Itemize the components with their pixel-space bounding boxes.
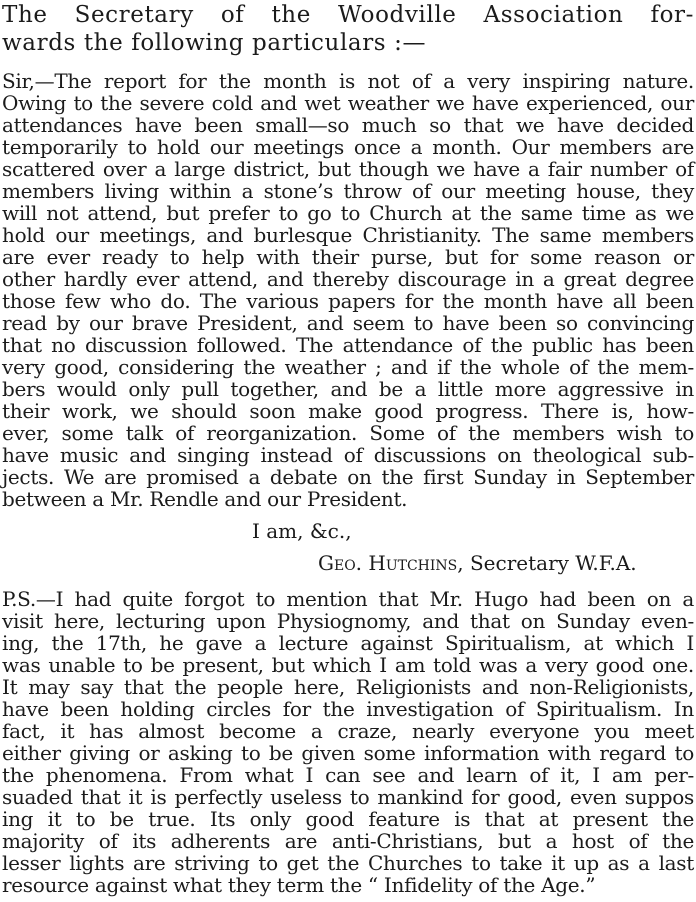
letter-line: between a Mr. Rendle and our President.	[2, 487, 408, 511]
letter-line: Sir,—The report for the month is not of a very inspiring nature.	[2, 69, 694, 93]
postscript-line: the phenomena. From what I can see and learn of it, I am per-	[2, 763, 694, 787]
postscript-line: either giving or asking to be given some information with regard to	[2, 741, 694, 765]
signature	[318, 552, 637, 574]
letter-line: scattered over a large district, but though we have a fair number of	[2, 157, 694, 181]
signature-name: Geo. Hutchins	[318, 551, 458, 575]
letter-line: Owing to the severe cold and wet weather we have experienced, our	[2, 91, 694, 115]
signature-title: , Secretary W.F.A.	[457, 551, 637, 575]
postscript-line: fact, it has almost become a craze, nearly everyone you meet	[2, 719, 694, 743]
letter-line: ever, some talk of reorganization. Some of the members wish to	[2, 421, 694, 445]
letter-line: that no discussion followed. The attendance of the public has been	[2, 333, 694, 357]
postscript-line: was unable to be present, but which I am told was a very good one.	[2, 653, 694, 677]
letter-line: members living within a stone’s throw of our meeting house, they	[2, 179, 694, 203]
heading-line: The Secretary of the Woodville Association for-	[2, 2, 694, 28]
letter-line: read by our brave President, and seem to have been so convincing	[2, 311, 694, 335]
postscript-line: ing it to be true. Its only good feature is that at present the	[2, 807, 694, 831]
postscript-line: ing, the 17th, he gave a lecture against Spiritualism, at which I	[2, 631, 694, 655]
postscript-line: resource against what they term the “ Infidelity of the Age.”	[2, 873, 596, 897]
postscript-line: visit here, lecturing upon Physiognomy, and that on Sunday even-	[2, 609, 694, 633]
postscript-line: have been holding circles for the investigation of Spiritualism. In	[2, 697, 694, 721]
postscript-line: P.S.—I had quite forgot to mention that Mr. Hugo had been on a	[2, 587, 694, 611]
letter-line: their work, we should soon make good progress. There is, how-	[2, 399, 694, 423]
letter-line: very good, considering the weather ; and if the whole of the mem-	[2, 355, 694, 379]
letter-line: those few who do. The various papers for the month have all been	[2, 289, 694, 313]
salutation: I am, &c.,	[252, 519, 352, 543]
postscript-line: lesser lights are striving to get the Churches to take it up as a last	[2, 851, 694, 875]
heading-line: wards the following particulars :—	[2, 30, 427, 56]
letter-line: are ever ready to help with their purse, but for some reason or	[2, 245, 694, 269]
letter-line: jects. We are promised a debate on the first Sunday in September	[2, 465, 694, 489]
letter-line: bers would only pull together, and be a little more aggressive in	[2, 377, 694, 401]
letter-line: attendances have been small—so much so that we have decided	[2, 113, 694, 137]
letter-line: other hardly ever attend, and thereby discourage in a great degree	[2, 267, 694, 291]
letter-line: have music and singing instead of discussions on theological sub-	[2, 443, 694, 467]
letter-line: hold our meetings, and burlesque Christianity. The same members	[2, 223, 694, 247]
postscript-line: It may say that the people here, Religionists and non-Religionists,	[2, 675, 694, 699]
letter-line: temporarily to hold our meetings once a month. Our members are	[2, 135, 694, 159]
letter-line: will not attend, but prefer to go to Church at the same time as we	[2, 201, 694, 225]
postscript-line: suaded that it is perfectly useless to mankind for good, even suppos	[2, 785, 694, 809]
postscript-line: majority of its adherents are anti-Christians, but a host of the	[2, 829, 694, 853]
